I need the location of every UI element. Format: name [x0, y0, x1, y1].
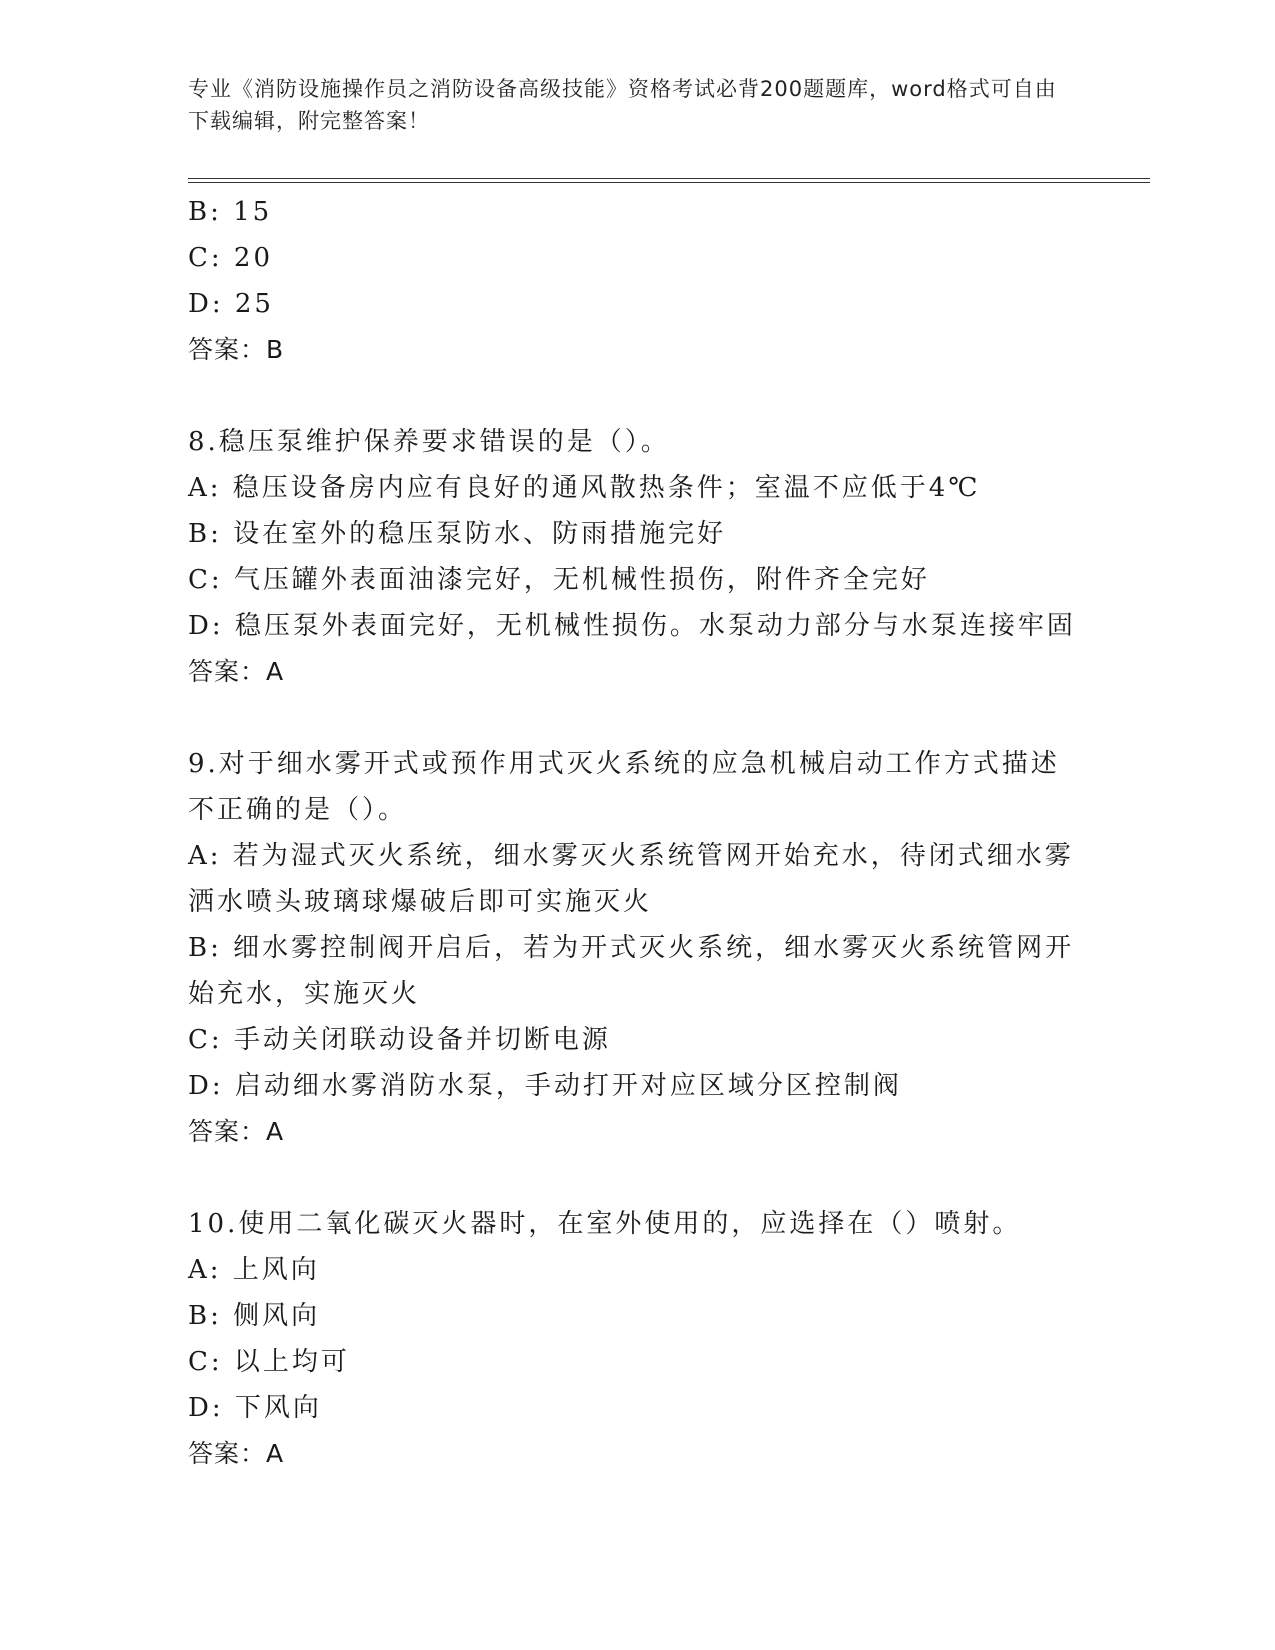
question-9-option-c: C: 手动关闭联动设备并切断电源: [188, 1025, 611, 1055]
spacer: [188, 373, 1088, 419]
question-9-answer: 答案：A: [188, 1117, 285, 1146]
question-8-option-b: B: 设在室外的稳压泵防水、防雨措施完好: [188, 519, 727, 549]
question-10-option-d: D: 下风向: [188, 1393, 322, 1423]
answer-line: 答案：B: [188, 335, 285, 364]
spacer: [188, 695, 1088, 741]
question-9-option-b: B: 细水雾控制阀开启后，若为开式灭火系统，细水雾灭火系统管网开始充水，实施灭火: [188, 933, 1075, 1009]
question-8-option-c: C: 气压罐外表面油漆完好，无机械性损伤，附件齐全完好: [188, 565, 930, 595]
question-10-option-c: C: 以上均可: [188, 1347, 350, 1377]
question-9-option-a: A: 若为湿式灭火系统，细水雾灭火系统管网开始充水，待闭式细水雾洒水喷头玻璃球爆破后即可实施灭火: [188, 841, 1074, 917]
question-8-stem: 8.稳压泵维护保养要求错误的是（）。: [188, 427, 670, 457]
question-8-option-a: A: 稳压设备房内应有良好的通风散热条件；室温不应低于4℃: [188, 473, 981, 503]
spacer: [188, 1155, 1088, 1201]
question-10-stem: 10.使用二氧化碳灭火器时，在室外使用的，应选择在（）喷射。: [188, 1209, 1022, 1239]
question-10-option-b: B: 侧风向: [188, 1301, 321, 1331]
question-8-option-d: D: 稳压泵外表面完好，无机械性损伤。水泵动力部分与水泵连接牢固: [188, 611, 1076, 641]
question-9-option-d: D: 启动细水雾消防水泵，手动打开对应区域分区控制阀: [188, 1071, 902, 1101]
question-10-answer: 答案：A: [188, 1439, 285, 1468]
question-content: [188, 189, 1088, 1477]
question-9-stem: 9.对于细水雾开式或预作用式灭火系统的应急机械启动工作方式描述不正确的是（）。: [188, 749, 1060, 825]
question-10-option-a: A: 上风向: [188, 1255, 320, 1285]
question-8-answer: 答案：A: [188, 657, 285, 686]
option-b: B: 15: [188, 197, 273, 227]
header-divider: [188, 178, 1150, 183]
option-d: D: 25: [188, 289, 274, 319]
document-header: 专业《消防设施操作员之消防设备高级技能》资格考试必背200题题库，word格式可自由下载编辑，附完整答案！: [188, 77, 1057, 133]
option-c: C: 20: [188, 243, 274, 273]
